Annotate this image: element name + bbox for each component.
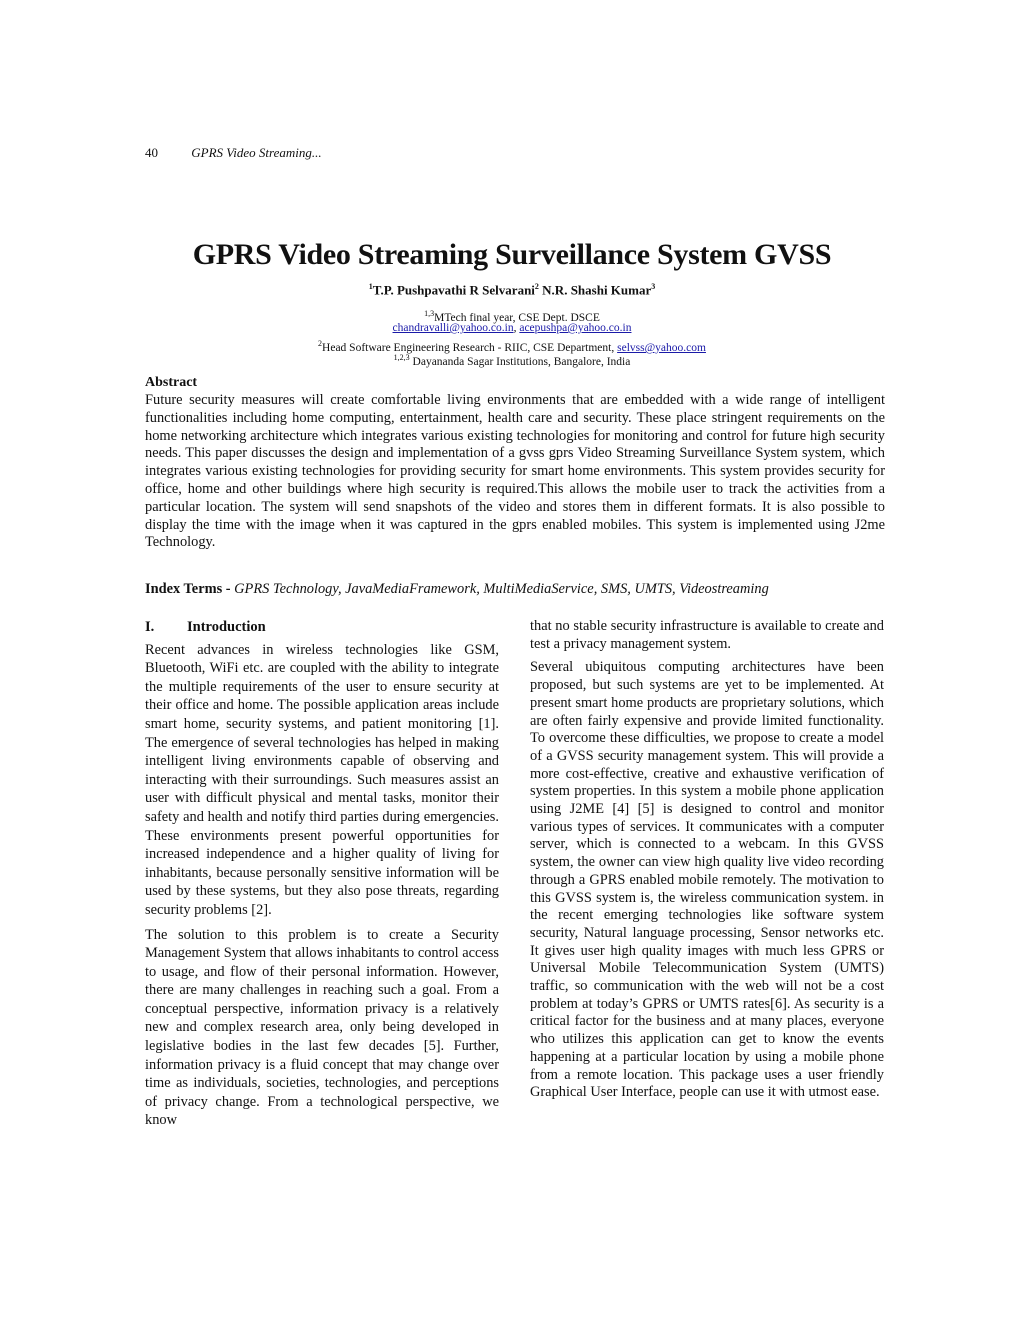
email-link-1[interactable]: chandravalli@yahoo.co.in bbox=[392, 322, 514, 334]
affiliation-1-text: MTech final year, CSE Dept. DSCE bbox=[434, 311, 600, 324]
affiliation-1-sup: 1,3 bbox=[424, 309, 435, 318]
right-column bbox=[530, 618, 884, 1108]
index-terms bbox=[145, 581, 885, 598]
author-2-sup: 2 bbox=[534, 282, 539, 291]
author-1-sup: 1 bbox=[368, 282, 373, 291]
affiliation-4-text: Dayananda Sagar Institutions, Bangalore, India bbox=[409, 355, 631, 368]
paragraph-3: that no stable security infrastructure is available to create and test a privacy management system. bbox=[530, 618, 884, 652]
affiliation-4-sup: 1,2,3 bbox=[393, 353, 410, 362]
email-link-3[interactable]: selvss@yahoo.com bbox=[617, 341, 706, 354]
running-header bbox=[145, 145, 322, 161]
email-separator: , bbox=[513, 322, 520, 334]
affiliation-emails bbox=[0, 321, 1024, 336]
paragraph-2: The solution to this problem is to create a Security Management System that allows inhabitants to control access to usage, and flow of their personal information. However, there are many challenges in reaching such a goal. From a conceptual perspective, information privacy is a relatively new and complex research area, only being developed in legislative bodies in the last few decades [5]. Further, information privacy is a fluid concept that may change over time as individuals, societies, technologies, and perceptions of privacy change. From a technological perspective, we know bbox=[145, 926, 499, 1129]
section-number: I. bbox=[145, 619, 155, 635]
running-title: GPRS Video Streaming... bbox=[191, 145, 322, 160]
section-heading bbox=[145, 618, 499, 637]
abstract-heading: Abstract bbox=[145, 375, 198, 390]
author-2: N.R. Shashi Kumar bbox=[538, 282, 652, 298]
author-3-sup: 3 bbox=[651, 282, 656, 291]
paragraph-1: Recent advances in wireless technologies like GSM, Bluetooth, WiFi etc. are coupled with the ability to integrate the multiple requirements of the user to ensure security at their office and home. The possible application areas include smart home, security systems, and patient monitoring [1]. The emergence of several technologies has helped in making intelligent living environments capable of observing and interacting with their surroundings. Such measures assist an user with difficult physical and mental tasks, monitor their safety and health and notify third parties during emergencies. These environments present powerful opportunities for increased independence and a higher quality of living for inhabitants, because personally sensitive information will be used by these systems, but they also pose threats, regarding security problems [2]. bbox=[145, 641, 499, 918]
author-list bbox=[0, 282, 1024, 298]
paragraph-4: Several ubiquitous computing architectures have been proposed, but such systems are yet to be implemented. At present smart home products are proprietary solutions, which are often fairly expensive and provide limited functionality. To overcome these difficulties, we propose to create a model of a GVSS security management system. This will provide a more cost-effective, creative and exhaustive verification of system properties. In this system a mobile phone application using J2ME [4] [5] is designed to control and monitor various types of services. It communicates with a computer server, which is connected to a webcam. In this GVSS system, the owner can view high quality live video recording through a GPRS enabled mobile remotely. The motivation to this GVSS system is, the wireless communication system. in the recent emerging technologies like software system security, Natural language processing, Sensor networks etc. It gives user high quality images with much less GPRS or Universal Mobile Telecommunication System (UMTS) traffic, so communication with the web will not be a cost problem at today’s GPRS or UMTS rates[6]. As security is a critical factor for the business and at many places, everyone who utilizes this application can get to know the events happening at a particular location by using a mobile phone from a remote location. This package uses a user friendly Graphical User Interface, people can use it with utmost ease. bbox=[530, 659, 884, 1101]
paper-title: GPRS Video Streaming Surveillance System GVSS bbox=[192, 238, 832, 271]
section-title: Introduction bbox=[187, 619, 266, 635]
author-1: T.P. Pushpavathi R Selvarani bbox=[372, 282, 535, 298]
affiliation-line-4 bbox=[0, 350, 1024, 370]
left-column bbox=[145, 618, 499, 1136]
affiliation-3-sup: 2 bbox=[318, 339, 323, 348]
email-link-2[interactable]: acepushpa@yahoo.co.in bbox=[519, 322, 632, 334]
index-terms-list: GPRS Technology, JavaMediaFramework, MultiMediaService, SMS, UMTS, Videostreaming bbox=[234, 581, 769, 597]
affiliation-3-text: Head Software Engineering Research - RIIC, CSE Department, bbox=[322, 341, 618, 354]
abstract-body: Future security measures will create comfortable living environments that are embedded with a wide range of intelligent functionalities including home computing, entertainment, health care and security. These place stringent requirements on the home networking architecture which integrates various existing technologies for monitoring and control for future high security needs. This paper discusses the design and implementation of a gvss gprs Video Streaming Surveillance System system, which integrates various existing technologies for providing security for smart home environments. This system provides security for office, home and other buildings where high security is required.This allows the mobile user to track the activities from a particular location. The system will send snapshots of the video and stores them in different formats. It is also possible to display the time with the image when it was captured in the gprs enabled mobiles. This system is implemented using J2me Technology. bbox=[145, 392, 885, 551]
page-number: 40 bbox=[145, 145, 158, 160]
index-terms-label: Index Terms - bbox=[145, 581, 235, 597]
